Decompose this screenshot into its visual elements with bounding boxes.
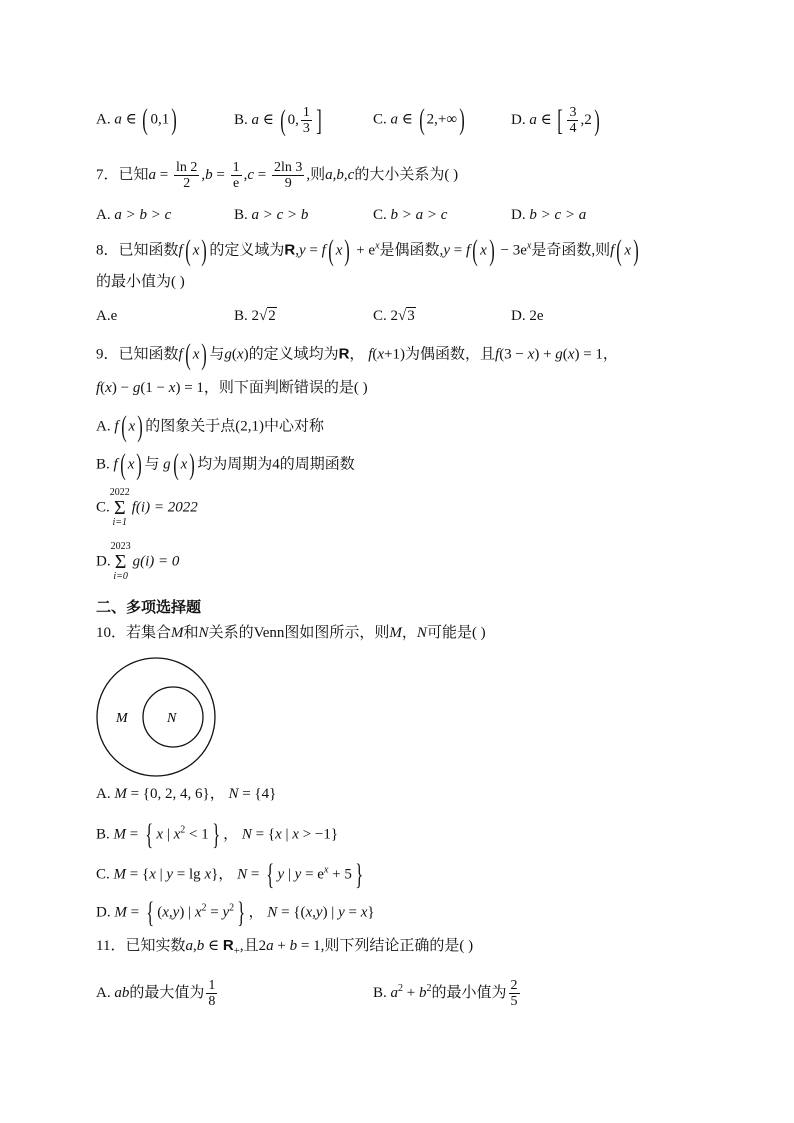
q8-stem-line2: 的最小值为( ) <box>96 274 185 290</box>
q7-option-b: B. a > c > b <box>234 207 309 223</box>
q6-option-b: B. a ∈ ( 0, $\frac{1}{3}$ ] <box>234 103 322 137</box>
q8-option-a: A.e <box>96 308 118 324</box>
q9-option-b: B. f( x) 与 g( x) 均为周期为4的周期函数 <box>96 448 355 481</box>
section-title-multiple-choice: 二、多项选择题 <box>96 599 202 616</box>
q9-option-d: D. 2023 Σ i=0 g(i) = 0 <box>96 541 180 582</box>
q11-option-b: B. $a^2 + b^2$的最小值为 $\frac{2}{5}$ <box>373 978 518 1009</box>
q8-option-c: C. 2√3 <box>373 308 415 324</box>
set-n-label: N <box>167 711 177 726</box>
q8-stem-line1: 8．已知函数f( x) 的定义域为R,y = f( $x) + e^x$是偶函数,y = f( $x) - 3e^x$是奇函数,则f( x) <box>96 234 639 267</box>
q6-option-a: A. a ∈ ( 0,1) <box>96 103 177 136</box>
set-m-circle <box>97 658 215 776</box>
q7-option-a: A. a > b > c <box>96 207 172 223</box>
q10-stem: 10．若集合M和N关系的Venn图如图所示，则M，N可能是( ) <box>96 625 486 641</box>
q6-option-d: D. a ∈ [ $\frac{3}{4}$ ,2) <box>511 103 600 137</box>
q9-option-a: A. f( x) 的图象关于点(2,1)中心对称 <box>96 410 324 443</box>
q6-option-c: C. a ∈ ( 2,+∞) <box>373 103 465 136</box>
q10-option-b: B. M = { x | $x^2 < 1$ } ， N = {x | x > −1} <box>96 818 339 851</box>
q8-option-b: B. 2√2 <box>234 308 276 324</box>
q8-option-d: D. 2e <box>511 308 544 324</box>
q7-option-d: D. b > c > a <box>511 207 587 223</box>
q10-option-c: C. M = {x | y = lg x}， N = { y | $y = e^x + 5$ } <box>96 858 364 891</box>
q7-option-c: C. b > a > c <box>373 207 448 223</box>
q9-stem-line2: f(x) − g(1 − x) = 1，则下面判断错误的是( ) <box>96 380 368 396</box>
q10-option-d: D. M = { (x,y) | $x^2 = y^2$ } ， N = {(x,y) | y = x} <box>96 896 375 929</box>
set-m-label: M <box>116 711 128 726</box>
q7-stem: 7．已知a = $\frac{\ln 2}{2}$ ,b = $\frac{1}{e}$ ,c = $\frac{2\ln 3}{9}$ ,则a,b,c的大小关系为( ) <box>96 160 459 191</box>
venn-diagram <box>94 655 218 779</box>
q11-stem: 11．已知实数a,b ∈ $R_+$,且2a + b = 1,则下列结论正确的是( ) <box>96 937 474 957</box>
q9-stem-line1: 9．已知函数f( x) 与g(x)的定义域均为R， f(x+1)为偶函数，且f(3 − x) + g(x) = 1， <box>96 338 618 371</box>
q10-option-a: A. M = {0, 2, 4, 6}， N = {4} <box>96 786 277 802</box>
q9-option-c: C. 2022 Σ i=1 f(i) = 2022 <box>96 487 198 528</box>
q11-option-a: A. ab的最大值为 $\frac{1}{8}$ <box>96 978 216 1009</box>
